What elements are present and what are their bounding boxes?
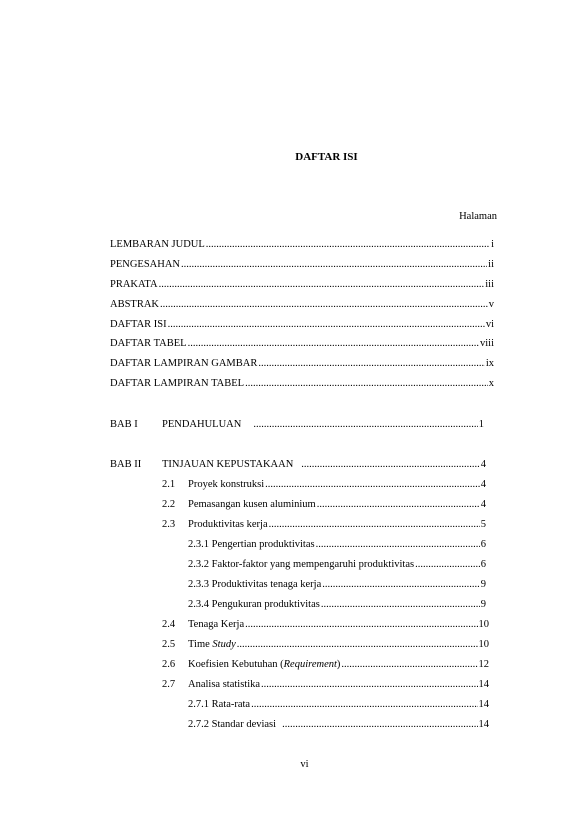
dot-leader [415, 558, 480, 572]
toc-page: 9 [480, 599, 486, 610]
dot-leader [251, 698, 477, 712]
dot-leader [168, 318, 485, 332]
bab-label: BAB I [110, 419, 138, 430]
toc-page: 4 [480, 459, 486, 470]
toc-label: 2.7.1 Rata-rata [188, 699, 251, 710]
toc-subsection[interactable] [188, 558, 486, 572]
bab-label: BAB II [110, 459, 142, 470]
toc-label [188, 658, 340, 672]
toc-label: 2.3.2 Faktor-faktor yang mempengaruhi produktivitas [188, 559, 415, 570]
dot-leader [316, 538, 480, 552]
section-number: 2.6 [162, 659, 176, 670]
toc-entry[interactable] [110, 337, 494, 351]
toc-entry[interactable] [110, 238, 494, 252]
toc-section[interactable] [188, 518, 486, 532]
page-title: DAFTAR ISI [295, 151, 358, 163]
toc-subsection[interactable] [188, 598, 486, 612]
dot-leader [322, 578, 479, 592]
dot-leader [159, 278, 485, 292]
toc-label: PENGESAHAN [110, 259, 181, 270]
label-text: ) [336, 659, 341, 670]
toc-label: 2.3.4 Pengukuran produktivitas [188, 599, 320, 610]
toc-label: Produktivitas kerja [188, 519, 268, 530]
dot-leader [261, 678, 477, 692]
toc-page: 4 [480, 499, 486, 510]
toc-section[interactable] [188, 658, 489, 672]
toc-label: ABSTRAK [110, 299, 160, 310]
dot-leader [269, 518, 480, 532]
toc-subsection[interactable] [188, 698, 489, 712]
toc-label: DAFTAR ISI [110, 319, 167, 330]
toc-section[interactable] [188, 618, 489, 632]
dot-leader [253, 418, 477, 432]
toc-label: DAFTAR TABEL [110, 338, 187, 349]
section-number: 2.3 [162, 519, 176, 530]
toc-entry[interactable] [110, 258, 494, 272]
toc-page: 14 [478, 719, 489, 730]
toc-label: 2.3.3 Produktivitas tenaga kerja [188, 579, 322, 590]
halaman-header: Halaman [459, 211, 497, 222]
toc-page: 12 [478, 659, 489, 670]
toc-page: 5 [480, 519, 486, 530]
toc-section[interactable] [188, 498, 486, 512]
toc-page: viii [479, 338, 494, 349]
dot-leader [160, 298, 488, 312]
label-text: Time [188, 639, 213, 650]
toc-label: DAFTAR LAMPIRAN TABEL [110, 378, 245, 389]
toc-subsection[interactable] [188, 538, 486, 552]
toc-page: 9 [480, 579, 486, 590]
toc-page: 10 [478, 639, 489, 650]
section-number: 2.1 [162, 479, 176, 490]
toc-subsection[interactable] [188, 578, 486, 592]
toc-label: Analisa statistika [188, 679, 261, 690]
dot-leader [317, 498, 480, 512]
toc-page: iii [485, 279, 494, 290]
toc-page: 14 [478, 699, 489, 710]
dot-leader [188, 337, 479, 351]
toc-label [188, 638, 236, 652]
label-italic: Requirement [283, 659, 337, 670]
toc-label: TINJAUAN KEPUSTAKAAN [162, 459, 294, 470]
toc-label: LEMBARAN JUDUL [110, 239, 205, 250]
section-number: 2.5 [162, 639, 176, 650]
dot-leader [245, 377, 488, 391]
toc-section[interactable] [188, 478, 486, 492]
toc-label: DAFTAR LAMPIRAN GAMBAR [110, 358, 258, 369]
toc-page: 14 [478, 679, 489, 690]
toc-page: vi [485, 319, 494, 330]
toc-label: 2.7.2 Standar deviasi [188, 719, 277, 730]
dot-leader [341, 658, 477, 672]
dot-leader [301, 458, 479, 472]
dot-leader [245, 618, 477, 632]
toc-entry[interactable] [110, 278, 494, 292]
toc-page: ix [485, 358, 494, 369]
section-number: 2.4 [162, 619, 176, 630]
page-number: vi [300, 759, 309, 770]
toc-entry[interactable] [110, 357, 494, 371]
toc-page: x [488, 378, 494, 389]
dot-leader [282, 718, 477, 732]
toc-label: Proyek konstruksi [188, 479, 265, 490]
toc-entry[interactable] [110, 298, 494, 312]
toc-page: 6 [480, 539, 486, 550]
dot-leader [181, 258, 487, 272]
toc-label: 2.3.1 Pengertian produktivitas [188, 539, 315, 550]
toc-section[interactable] [188, 678, 489, 692]
section-number: 2.7 [162, 679, 176, 690]
label-italic: Study [212, 639, 236, 650]
toc-page: 1 [478, 419, 484, 430]
toc-label: Tenaga Kerja [188, 619, 245, 630]
toc-page: i [491, 239, 494, 250]
label-text: Koefisien Kebutuhan ( [188, 659, 284, 670]
toc-page: ii [488, 259, 494, 270]
toc-section[interactable] [188, 638, 489, 652]
toc-page: 6 [480, 559, 486, 570]
toc-subsection[interactable] [188, 718, 489, 732]
toc-page: 4 [480, 479, 486, 490]
toc-label: Pemasangan kusen aluminium [188, 499, 316, 510]
dot-leader [321, 598, 480, 612]
toc-label: PENDAHULUAN [162, 419, 242, 430]
dot-leader [265, 478, 480, 492]
toc-entry[interactable] [110, 318, 494, 332]
section-number: 2.2 [162, 499, 176, 510]
dot-leader [206, 238, 490, 252]
toc-entry[interactable] [110, 377, 494, 391]
toc-chapter[interactable] [162, 418, 484, 432]
toc-label: PRAKATA [110, 279, 158, 290]
dot-leader [258, 357, 484, 371]
toc-page: 10 [478, 619, 489, 630]
toc-chapter[interactable] [162, 458, 486, 472]
toc-page: v [488, 299, 494, 310]
dot-leader [237, 638, 478, 652]
